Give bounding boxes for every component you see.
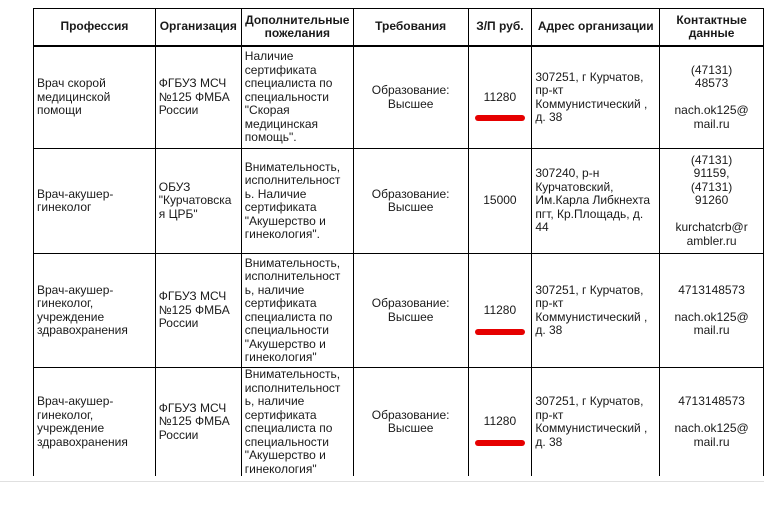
cell-salary — [468, 149, 532, 254]
cell-salary — [468, 254, 532, 368]
cell-profession: Врач скорой медицинской помощи — [34, 46, 156, 149]
header-organization: Организация — [155, 9, 241, 47]
cell-wishes: Наличие сертификата специалиста по специальности "Скорая медицинская помощь". — [241, 46, 353, 149]
cell-contacts: (47131) 48573 nach.ok125@ mail.ru — [660, 46, 764, 149]
header-salary: З/П руб. — [468, 9, 532, 47]
cell-contacts: (47131) 91159, (47131) 91260 kurchatcrb@r ambler.ru — [660, 149, 764, 254]
cell-address: 307240, р-н Курчатовский, Им.Карла Либкнехта пгт, Кр.Площадь, д. 44 — [532, 149, 660, 254]
cell-address: 307251, г Курчатов, пр-кт Коммунистический , д. 38 — [532, 368, 660, 477]
cell-salary — [468, 46, 532, 149]
table-row — [34, 254, 764, 368]
cell-requirements: Образование: Высшее — [353, 254, 468, 368]
cell-address: 307251, г Курчатов, пр-кт Коммунистический , д. 38 — [532, 254, 660, 368]
cell-contacts: 4713148573 nach.ok125@ mail.ru — [660, 368, 764, 477]
cell-organization: ФГБУЗ МСЧ №125 ФМБА России — [155, 368, 241, 477]
cell-address: 307251, г Курчатов, пр-кт Коммунистический , д. 38 — [532, 46, 660, 149]
header-requirements: Требования — [353, 9, 468, 47]
table-row — [34, 149, 764, 254]
cell-organization: ФГБУЗ МСЧ №125 ФМБА России — [155, 46, 241, 149]
vacancy-table — [33, 8, 764, 476]
red-underline-mark — [475, 440, 525, 446]
header-wishes: Дополнительные пожелания — [241, 9, 353, 47]
salary-value: 15000 — [483, 193, 517, 208]
cell-organization: ФГБУЗ МСЧ №125 ФМБА России — [155, 254, 241, 368]
cell-profession: Врач-акушер-гинеколог, учреждение здравохранения — [34, 254, 156, 368]
cell-requirements: Образование: Высшее — [353, 149, 468, 254]
cell-salary — [468, 368, 532, 477]
table-row — [34, 46, 764, 149]
cell-organization: ОБУЗ "Курчатовска я ЦРБ" — [155, 149, 241, 254]
header-contacts: Контактные данные — [660, 9, 764, 47]
red-underline-mark — [475, 329, 525, 335]
table-row — [34, 368, 764, 477]
table-header-row — [34, 9, 764, 47]
header-address: Адрес организации — [532, 9, 660, 47]
red-underline-mark — [475, 115, 525, 121]
cell-requirements: Образование: Высшее — [353, 46, 468, 149]
page-bottom-divider — [0, 481, 764, 482]
cell-profession: Врач-акушер-гинеколог, учреждение здравохранения — [34, 368, 156, 477]
cell-wishes: Внимательность, исполнительност ь. Наличие сертификата "Акушерство и гинекология". — [241, 149, 353, 254]
header-profession: Профессия — [34, 9, 156, 47]
salary-value: 11280 — [483, 89, 517, 104]
cell-contacts: 4713148573 nach.ok125@ mail.ru — [660, 254, 764, 368]
cell-wishes: Внимательность, исполнительност ь, наличие сертификата специалиста по специальности "Акушерство и гинекология" — [241, 368, 353, 477]
cell-profession: Врач-акушер-гинеколог — [34, 149, 156, 254]
salary-value: 11280 — [483, 302, 517, 317]
cell-wishes: Внимательность, исполнительност ь, наличие сертификата специалиста по специальности "Акушерство и гинекология" — [241, 254, 353, 368]
cell-requirements: Образование: Высшее — [353, 368, 468, 477]
salary-value: 11280 — [483, 414, 517, 429]
